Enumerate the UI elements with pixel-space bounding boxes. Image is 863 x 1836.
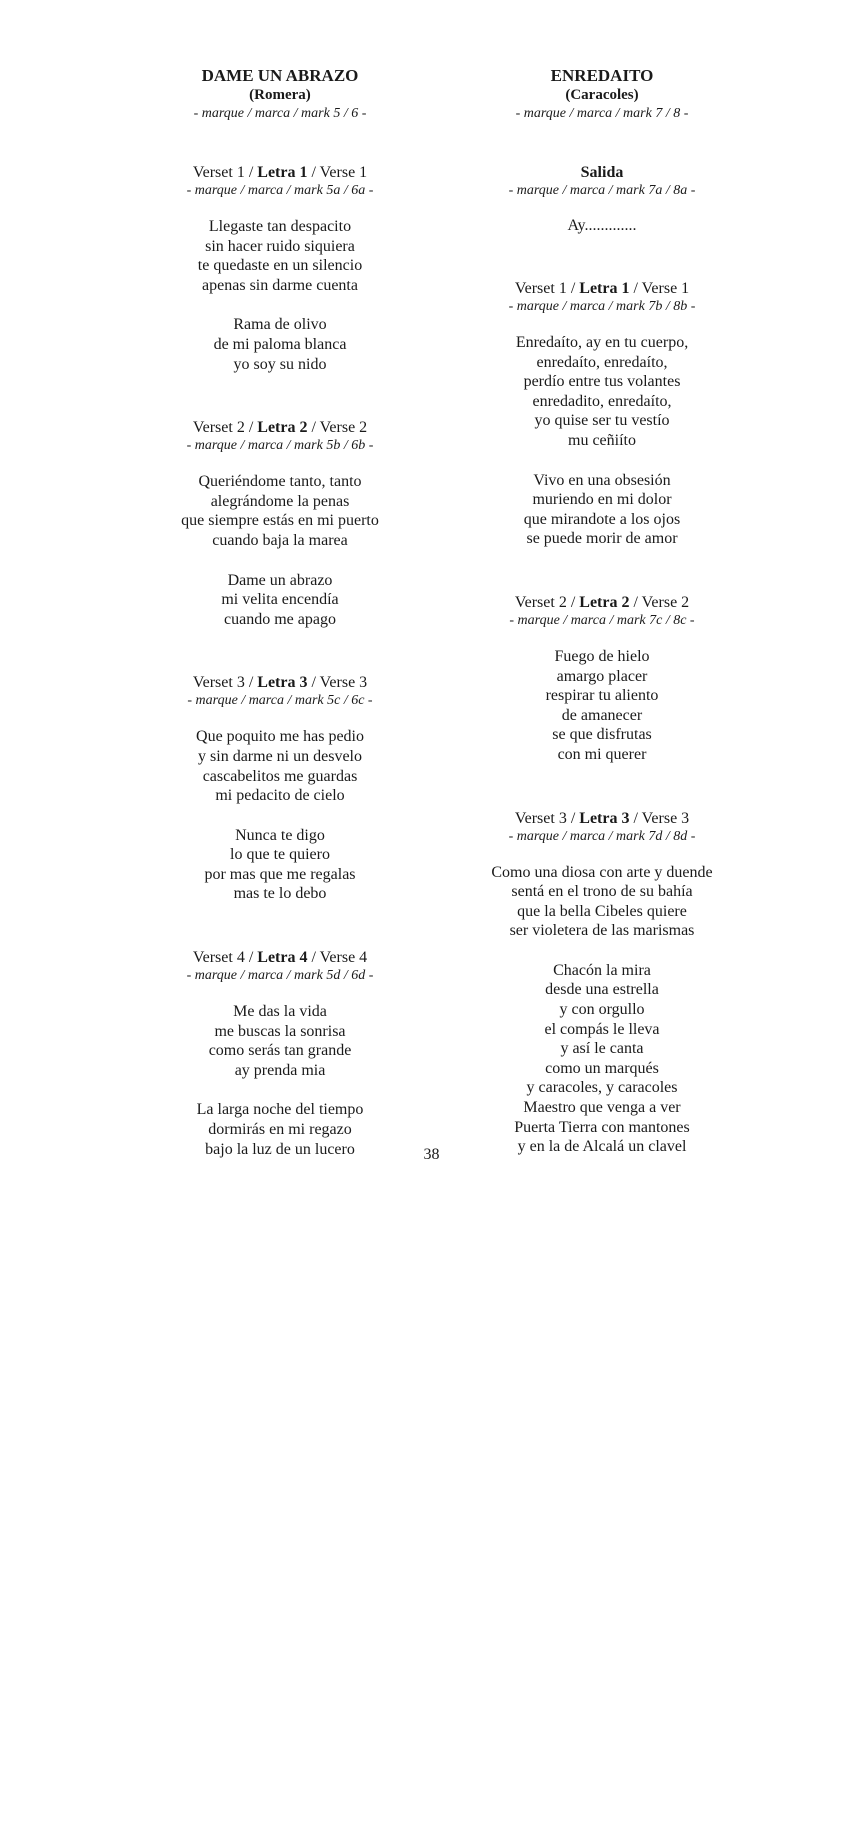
verse-heading [120,163,440,182]
stanza [442,647,762,765]
lyric-line: yo quise ser tu vestío [534,412,670,430]
lyric-line: mas te lo debo [233,885,327,903]
lyric-line: Que poquito me has pedio [196,728,364,746]
verse-section [120,948,440,1159]
lyric-line: perdío entre tus volantes [523,373,681,391]
salida-section [442,163,762,235]
verse-heading [442,593,762,612]
verse-section [120,418,440,629]
lyric-line: Chacón la mira [553,961,651,979]
stanza [442,961,762,1157]
lyric-line: dormirás en mi regazo [208,1121,352,1139]
verse-heading-prefix: Verset 1 / [192,164,258,181]
lyric-line: cuando baja la marea [212,531,348,549]
lyric-line: mi velita encendía [221,591,339,609]
lyric-line: se puede morir de amor [526,530,678,548]
lyric-line: cascabelitos me guardas [202,767,358,785]
verse-heading-suffix: / Verse 1 [629,280,690,297]
lyric-line: y caracoles, y caracoles [526,1079,678,1097]
verse-heading-prefix: Verset 4 / [192,949,258,967]
verse-heading [442,809,762,828]
verse-heading [442,279,762,298]
verse-heading-letra: Letra 1 [257,164,308,181]
lyric-line: lo que te quiero [230,846,330,864]
lyric-line: me buscas la sonrisa [214,1022,346,1040]
lyric-line: respirar tu aliento [545,687,659,705]
lyric-line: yo soy su nido [233,355,327,373]
lyric-line: que la bella Cibeles quiere [517,902,687,920]
lyric-line: bajo la luz de un lucero [205,1140,355,1158]
lyric-line: de mi paloma blanca [213,335,347,353]
page-number: 38 [423,1146,440,1163]
lyric-line: Vivo en una obsesión [533,471,671,489]
lyric-line: mi pedacito de cielo [215,787,345,805]
lyric-line: Me das la vida [233,1003,327,1021]
lyric-line: La larga noche del tiempo [196,1101,364,1119]
verse-mark: - marque / marca / mark 5d / 6d - [186,968,374,984]
stanza [120,472,440,550]
lyric-line: Como una diosa con arte y duende [491,863,713,881]
verse-heading-letra: Letra 2 [579,593,630,611]
verse-section [120,673,440,904]
stanza [442,863,762,941]
song-style: (Caracoles) [565,87,639,103]
song-title: ENREDAITO [550,66,654,85]
lyric-line: por mas que me regalas [204,865,356,883]
verse-heading-suffix: / Verse 3 [307,674,368,692]
right-sections [442,279,762,1157]
verse-section [442,809,762,1157]
lyric-line: enredaíto, enredaíto, [536,353,668,371]
lyric-line: con mi querer [557,745,647,763]
lyric-line: Queriéndome tanto, tanto [198,473,362,491]
lyric-line: el compás le lleva [544,1020,660,1038]
stanza [120,727,440,805]
stanza [120,217,440,295]
song-title: DAME UN ABRAZO [201,66,359,85]
verse-heading [120,418,440,437]
verse-mark: - marque / marca / mark 7b / 8b - [508,299,696,314]
lyric-line: Llegaste tan despacito [208,218,352,235]
left-song-column [120,66,440,1159]
lyric-line: como un marqués [545,1059,659,1077]
verse-heading-prefix: Verset 1 / [514,280,580,297]
verse-mark: - marque / marca / mark 5c / 6c - [187,693,373,709]
lyric-line: Dame un abrazo [227,571,333,589]
verse-heading [120,948,440,967]
verse-heading-prefix: Verset 3 / [192,674,258,692]
lyric-line: Rama de olivo [233,316,327,334]
lyric-line: amargo placer [556,667,648,685]
verse-section [442,279,762,549]
verse-section [120,163,440,374]
lyric-line: Nunca te digo [235,826,325,844]
verse-heading-letra: Letra 1 [579,280,630,297]
verse-heading-letra: Letra 3 [579,809,630,827]
verse-heading-prefix: Verset 3 / [514,809,580,827]
verse-heading-suffix: / Verse 2 [307,419,368,437]
lyric-line: se que disfrutas [552,726,652,744]
lyric-line: Puerta Tierra con mantones [514,1118,690,1136]
verse-heading-letra: Letra 4 [257,949,308,967]
lyric-line: ser violetera de las marismas [509,922,695,940]
verse-heading-suffix: / Verse 2 [629,593,690,611]
lyric-line: que siempre estás en mi puerto [181,512,379,530]
verse-mark: - marque / marca / mark 5b / 6b - [186,438,374,454]
lyric-line: como serás tan grande [208,1042,352,1060]
left-sections [120,163,440,1159]
verse-heading-letra: Letra 2 [257,419,308,437]
lyric-line: alegrándome la penas [210,492,350,510]
salida-text: Ay............. [567,217,637,234]
lyric-line: y en la de Alcalá un clavel [517,1138,687,1156]
stanza [120,315,440,374]
lyric-line: ay prenda mia [234,1061,326,1079]
lyric-line: de amanecer [561,706,643,724]
verse-heading [120,673,440,692]
lyric-line: sin hacer ruido siquiera [205,237,355,255]
stanza [442,471,762,549]
verse-mark: - marque / marca / mark 5a / 6a - [186,183,374,198]
lyric-line: Fuego de hielo [554,647,650,665]
lyric-line: muriendo en mi dolor [532,491,672,509]
salida-heading: Salida [580,164,624,181]
verse-heading-suffix: / Verse 4 [307,949,368,967]
verse-mark: - marque / marca / mark 7d / 8d - [508,828,696,844]
lyric-line: Enredaíto, ay en tu cuerpo, [515,334,689,351]
lyric-line: mu ceñiíto [568,431,636,449]
verse-heading-suffix: / Verse 3 [629,809,690,827]
song-mark: - marque / marca / mark 5 / 6 - [193,106,367,121]
song-style: (Romera) [249,87,311,103]
verse-heading-prefix: Verset 2 / [192,419,258,437]
lyric-line: y sin darme ni un desvelo [198,747,362,765]
lyric-line: apenas sin darme cuenta [202,276,358,294]
lyric-line: te quedaste en un silencio [197,257,363,275]
stanza [120,826,440,904]
lyric-line: sentá en el trono de su bahía [511,883,693,901]
lyric-line: y así le canta [560,1040,644,1058]
lyric-line: desde una estrella [545,981,659,999]
right-song-column [442,66,762,1157]
lyric-line: que mirandote a los ojos [523,510,681,528]
stanza [120,571,440,630]
verse-heading-letra: Letra 3 [257,674,308,692]
lyric-line: Maestro que venga a ver [523,1099,681,1117]
lyric-line: cuando me apago [224,610,336,628]
verse-heading-prefix: Verset 2 / [514,593,580,611]
stanza [442,333,762,451]
verse-heading-suffix: / Verse 1 [307,164,368,181]
verse-section [442,593,762,765]
stanza [120,1002,440,1080]
lyric-line: y con orgullo [559,1001,645,1019]
salida-mark: - marque / marca / mark 7a / 8a - [508,183,696,198]
verse-mark: - marque / marca / mark 7c / 8c - [509,612,695,628]
song-mark: - marque / marca / mark 7 / 8 - [515,106,689,121]
lyric-line: enredadito, enredaíto, [532,392,672,410]
